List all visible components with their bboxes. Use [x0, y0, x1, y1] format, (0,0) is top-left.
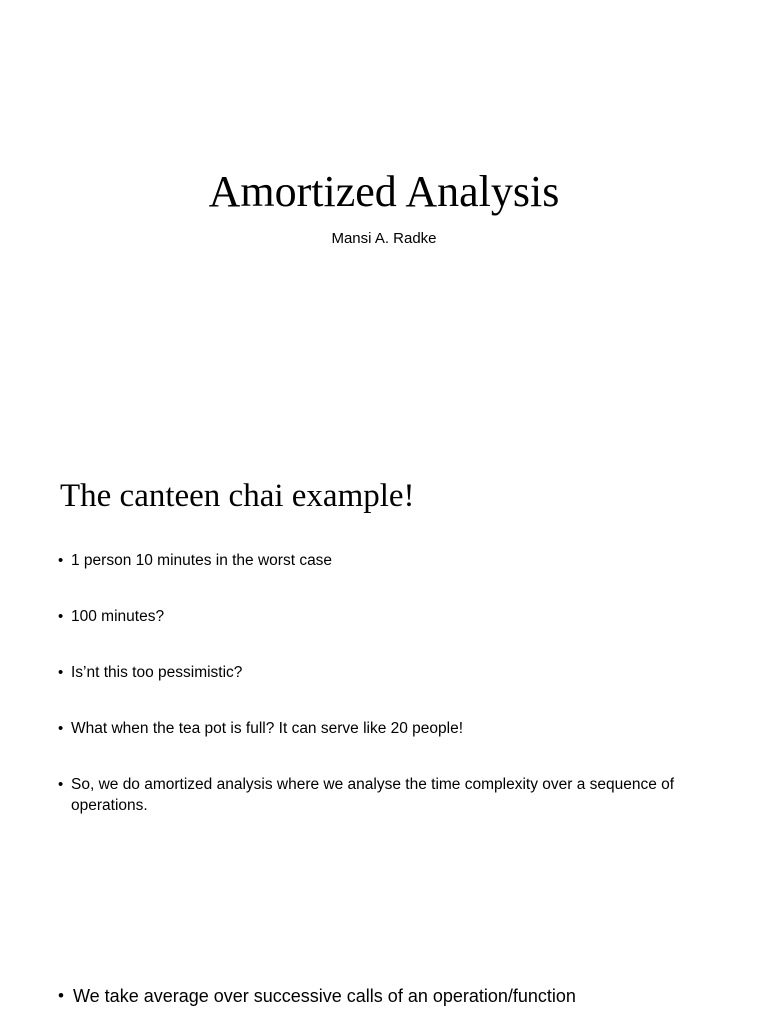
title-slide	[0, 0, 768, 430]
bullet-item	[58, 550, 698, 571]
bullet-text: Is’nt this too pessimistic?	[71, 664, 243, 681]
author-name: Mansi A. Radke	[331, 230, 437, 247]
bullet-text: So, we do amortized analysis where we analyse the time complexity over a sequence of operations.	[71, 776, 675, 814]
bullet-text: 100 minutes?	[71, 608, 165, 625]
bullet-icon: •	[58, 608, 64, 625]
bullet-item	[58, 606, 698, 627]
bullet-icon: •	[58, 664, 64, 681]
bullet-icon: •	[58, 720, 64, 737]
slide-title: Amortized Analysis	[208, 167, 560, 216]
bullet-item	[58, 662, 698, 683]
bullet-item	[58, 774, 698, 816]
bullet-text: We take average over successive calls of an operation/function	[73, 986, 576, 1006]
slide-heading: The canteen chai example!	[60, 478, 415, 514]
bullet-text: What when the tea pot is full? It can serve like 20 people!	[71, 720, 464, 737]
bullet-text: 1 person 10 minutes in the worst case	[71, 552, 333, 569]
next-slide-bullet	[58, 983, 758, 1009]
bullet-icon: •	[58, 986, 64, 1005]
bullet-icon: •	[58, 552, 64, 569]
bullet-icon: •	[58, 776, 64, 793]
bullet-item	[58, 718, 698, 739]
content-slide	[0, 430, 768, 1024]
